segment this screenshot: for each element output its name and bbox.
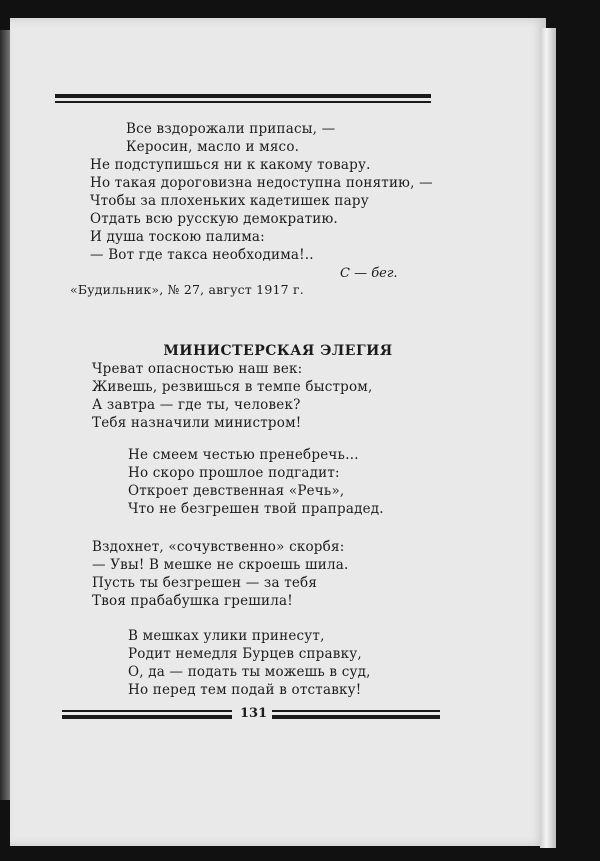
poem2-line: Чреват опасностью наш век: — [92, 361, 303, 377]
poem2-line: О, да — подать ты можешь в суд, — [128, 664, 371, 680]
poem1-line: — Вот где такса необходима!.. — [90, 247, 314, 263]
bottom-rule-right-thick — [272, 715, 440, 719]
poem1-line: Но такая дороговизна недоступна понятию, — — [90, 175, 433, 191]
poem2-line: — Увы! В мешке не скроешь шила. — [92, 557, 349, 573]
poem2-line: Твоя прабабушка грешила! — [92, 593, 293, 609]
poem2-line: А завтра — где ты, человек? — [92, 397, 301, 413]
bottom-rule-left-thick — [62, 715, 232, 719]
page-number: 131 — [240, 706, 268, 721]
poem2-line: Пусть ты безгрешен — за тебя — [92, 575, 318, 591]
poem1-source: «Будильник», № 27, август 1917 г. — [70, 282, 304, 297]
poem1-line: Керосин, масло и мясо. — [126, 139, 300, 155]
poem1-author: С — бег. — [340, 266, 398, 281]
book-spine-edge — [0, 30, 10, 800]
poem1-line: Все вздорожали припасы, — — [126, 121, 336, 137]
poem2-line: Откроет девственная «Речь», — [128, 483, 345, 499]
poem2-line: Но скоро прошлое подгадит: — [128, 465, 340, 481]
poem2-line: Живешь, резвишься в темпе быстром, — [92, 379, 373, 395]
poem2-title: МИНИСТЕРСКАЯ ЭЛЕГИЯ — [163, 343, 393, 359]
bottom-rule-left-thin — [62, 710, 232, 712]
book-page — [10, 18, 546, 846]
poem1-line: Чтобы за плохеньких кадетишек пару — [90, 193, 369, 209]
top-rule-thick — [55, 94, 431, 98]
top-rule-thin — [55, 101, 431, 103]
poem2-line: В мешках улики принесут, — [128, 628, 325, 644]
poem2-line: Вздохнет, «сочувственно» скорбя: — [92, 539, 345, 555]
page-stack-edge — [540, 28, 556, 848]
poem2-line: Тебя назначили министром! — [92, 415, 302, 431]
poem1-line: Не подступишься ни к какому товару. — [90, 157, 371, 173]
poem2-line: Но перед тем подай в отставку! — [128, 682, 362, 698]
poem2-line: Что не безгрешен твой прапрадед. — [128, 501, 384, 517]
poem2-line: Родит немедля Бурцев справку, — [128, 646, 362, 662]
bottom-rule-right-thin — [272, 710, 440, 712]
poem1-line: И душа тоскою палима: — [90, 229, 265, 245]
poem2-line: Не смеем честью пренебречь… — [128, 447, 359, 463]
poem1-line: Отдать всю русскую демократию. — [90, 211, 338, 227]
